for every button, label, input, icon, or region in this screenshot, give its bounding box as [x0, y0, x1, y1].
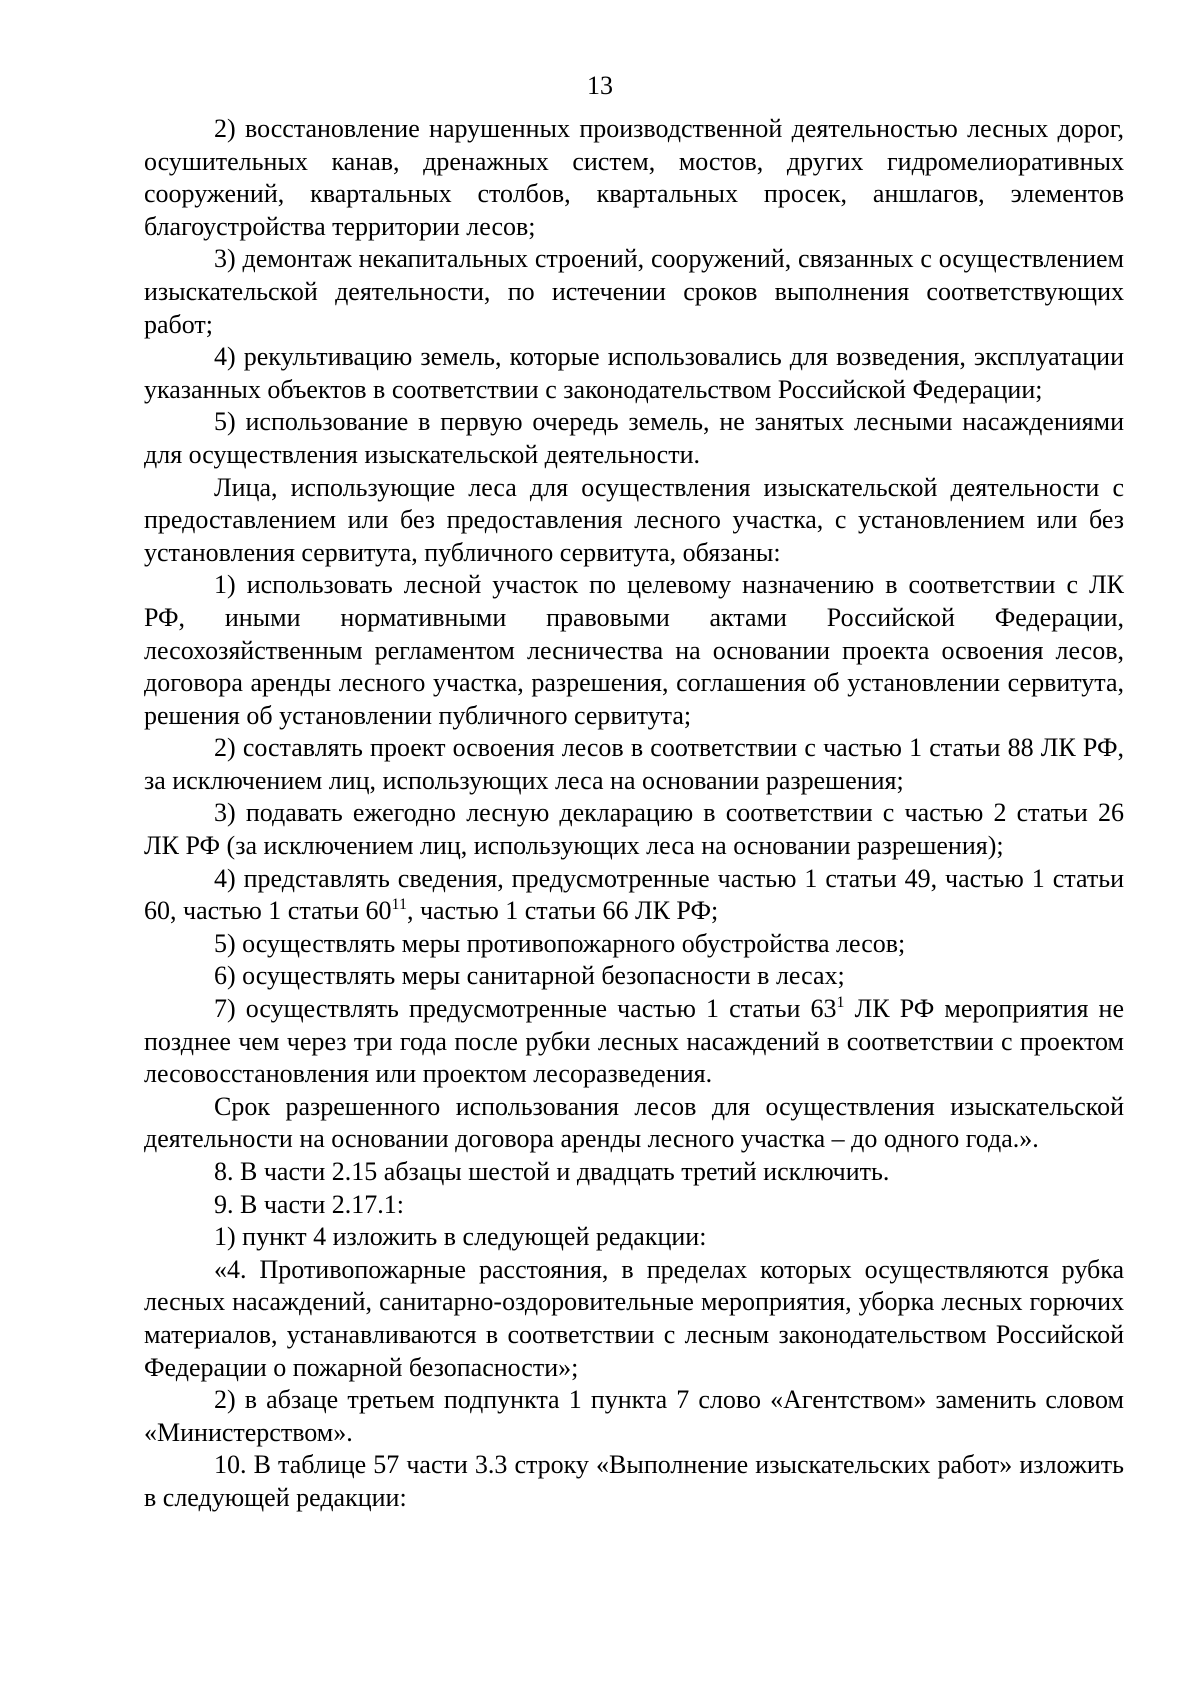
paragraph: Лица, использующие леса для осуществления изыскательской деятельности с предоставлением или без предоставления лесного участка, с установлением или без установления сервитута, публичного сервитута, обязаны:: [144, 472, 1124, 567]
paragraph: 6) осуществлять меры санитарной безопасности в лесах;: [214, 961, 845, 991]
paragraph: 5) использование в первую очередь земель, не занятых лесными насаждениями для осуществления изыскательской деятельности.: [144, 407, 1124, 469]
paragraph: [144, 863, 1124, 928]
paragraph: 2) в абзаце третьем подпункта 1 пункта 7 слово «Агентством» заменить словом «Министерством».: [144, 1385, 1124, 1447]
paragraph: 10. В таблице 57 части 3.3 строку «Выполнение изыскательских работ» изложить в следующей редакции:: [144, 1450, 1124, 1512]
paragraph: Срок разрешенного использования лесов для осуществления изыскательской деятельности на основании договора аренды лесного участка – до одного года.».: [144, 1091, 1124, 1154]
paragraph: 3) демонтаж некапитальных строений, сооружений, связанных с осуществлением изыскательской деятельности, по истечении сроков выполнения соответствующих работ;: [144, 244, 1124, 339]
paragraph: 9. В части 2.17.1:: [214, 1189, 404, 1219]
superscript: 11: [391, 896, 407, 914]
paragraph: «4. Противопожарные расстояния, в пределах которых осуществляются рубка лесных насаждений, санитарно-оздоровительные мероприятия, уборка лесных горючих материалов, устанавливаются в соответствии с лесным законодательством Российской Федерации о пожарной безопасности»;: [144, 1254, 1124, 1382]
paragraph: 2) восстановление нарушенных производственной деятельностью лесных дорог, осушительных канав, дренажных систем, мостов, других гидромелиоративных сооружений, квартальных столбов, квартальных просек, аншлагов, элементов благоустройства территории лесов;: [144, 114, 1124, 241]
paragraph: [144, 993, 1124, 1091]
paragraph: 3) подавать ежегодно лесную декларацию в соответствии с частью 2 статьи 26 ЛК РФ (за исключением лиц, использующих леса на основании разрешения);: [144, 798, 1124, 861]
paragraph-text: 4) представлять сведения, предусмотренные частью 1 статьи 49, частью 1 статьи 60, частью 1 статьи 60: [144, 863, 1124, 926]
paragraph: 2) составлять проект освоения лесов в соответствии с частью 1 статьи 88 ЛК РФ, за исключением лиц, использующих леса на основании разрешения;: [144, 733, 1124, 795]
paragraph: 4) рекультивацию земель, которые использовались для возведения, эксплуатации указанных объектов в соответствии с законодательством Российской Федерации;: [144, 342, 1124, 404]
paragraph-text: 7) осуществлять предусмотренные частью 1 статьи 63: [214, 994, 837, 1024]
paragraph: 1) использовать лесной участок по целевому назначению в соответствии с ЛК РФ, иными нормативными правовыми актами Российской Федерации, лесохозяйственным регламентом лесничества на основании проекта освоения лесов, договора аренды лесного участка, разрешения, соглашения об установлении сервитута, решения об установлении публичного сервитута;: [144, 570, 1124, 730]
page-number: 13: [587, 71, 613, 100]
paragraph: 1) пункт 4 изложить в следующей редакции:: [214, 1222, 707, 1252]
paragraph-text: ЛК РФ мероприятия не позднее чем через три года после рубки лесных насаждений в соответствии с проектом лесовосстановления или проектом лесоразведения.: [144, 994, 1124, 1089]
document-body: [144, 113, 1124, 1515]
paragraph: 5) осуществлять меры противопожарного обустройства лесов;: [214, 928, 906, 958]
superscript: 1: [836, 994, 845, 1012]
paragraph-text: , частью 1 статьи 66 ЛК РФ;: [406, 896, 719, 926]
paragraph: 8. В части 2.15 абзацы шестой и двадцать третий исключить.: [214, 1157, 890, 1186]
